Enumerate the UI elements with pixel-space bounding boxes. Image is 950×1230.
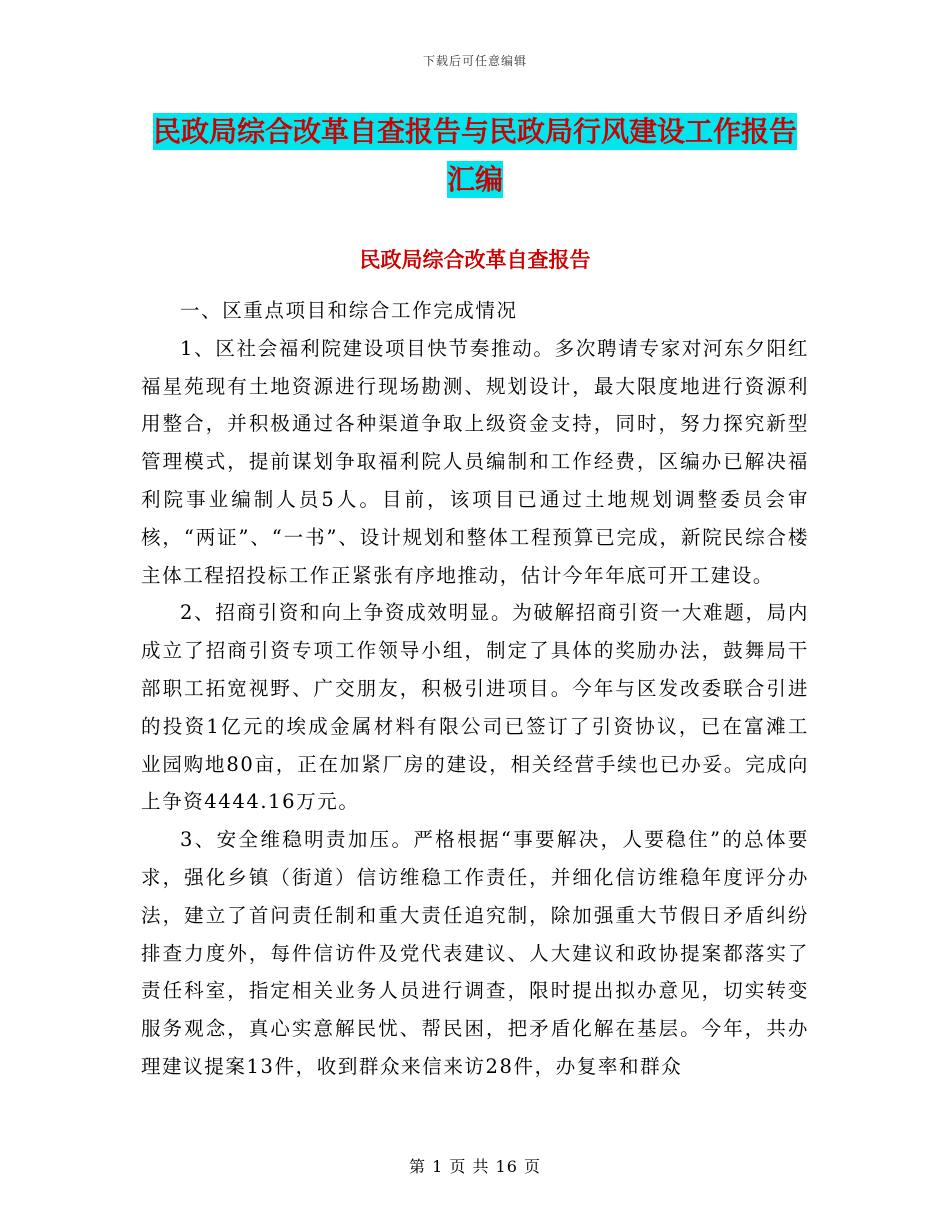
- document-title: [140, 108, 810, 204]
- paragraph-1: 1、区社会福利院建设项目快节奏推动。多次聘请专家对河东夕阳红福星苑现有土地资源进行现场勘测、规划设计，最大限度地进行资源利用整合，并积极通过各种渠道争取上级资金支持，同时，努力探究新型管理模式，提前谋划争取福利院人员编制和工作经费，区编办已解决福利院事业编制人员5人。目前，该项目已通过土地规划调整委员会审核，“两证”、“一书”、设计规划和整体工程预算已完成，新院民综合楼主体工程招投标工作正紧张有序地推动，估计今年年底可开工建设。: [141, 336, 809, 587]
- header-note: 下载后可任意编辑: [422, 54, 527, 68]
- document-title-line1: 民政局综合改革自查报告与民政局行风建设工作报告: [152, 115, 797, 148]
- heading-1: 一、区重点项目和综合工作完成情况: [180, 299, 518, 322]
- section-title: 民政局综合改革自查报告: [359, 248, 591, 272]
- document-title-line2: 汇编: [446, 163, 503, 196]
- document-body: [141, 292, 809, 1086]
- paragraph-3: 3、安全维稳明责加压。严格根据“事要解决，人要稳住”的总体要求，强化乡镇（街道）信访维稳工作责任，并细化信访维稳年度评分办法，建立了首问责任制和重大责任追究制，除加强重大节假日矛盾纠纷排查力度外，每件信访件及党代表建议、人大建议和政协提案都落实了责任科室，指定相关业务人员进行调查，限时提出拟办意见，切实转变服务观念，真心实意解民忧、帮民困，把矛盾化解在基层。今年，共办理建议提案13件，收到群众来信来访28件，办复率和群众: [141, 828, 809, 1078]
- page-footer: 第 1 页 共 16 页: [409, 1157, 541, 1176]
- paragraph-2: 2、招商引资和向上争资成效明显。为破解招商引资一大难题，局内成立了招商引资专项工作领导小组，制定了具体的奖励办法，鼓舞局干部职工拓宽视野、广交朋友，积极引进项目。今年与区发改委联合引进的投资1亿元的埃成金属材料有限公司已签订了引资协议，已在富滩工业园购地80亩，正在加紧厂房的建设，相关经营手续也已办妥。完成向上争资4444.16万元。: [141, 601, 809, 814]
